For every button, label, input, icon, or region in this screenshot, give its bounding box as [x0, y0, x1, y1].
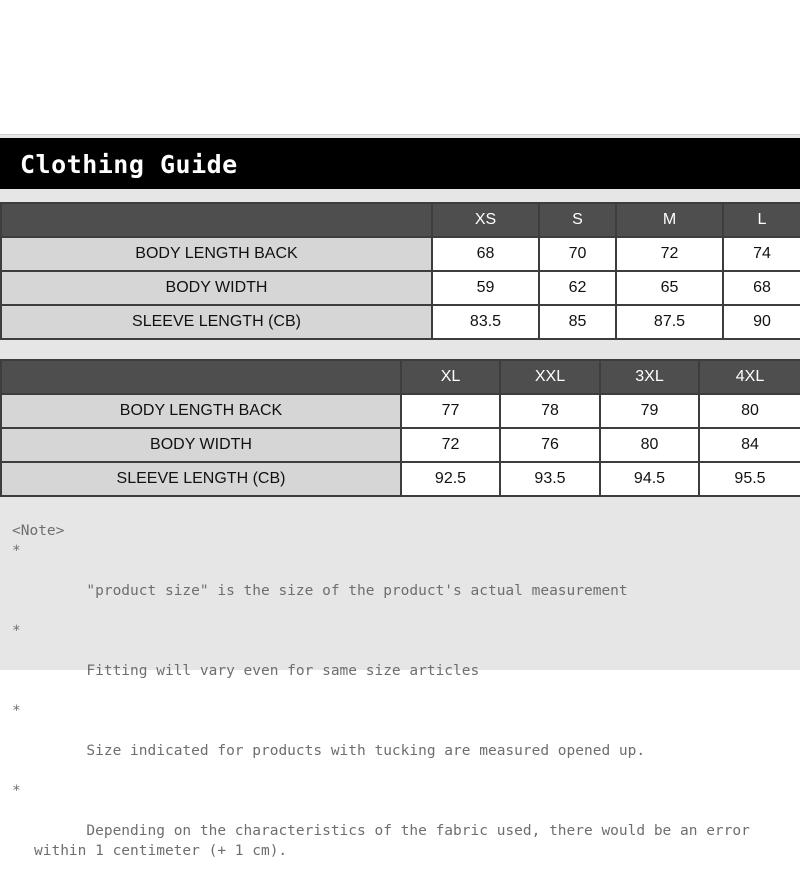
measurement-cell: 87.5 — [616, 305, 723, 339]
size-header: 3XL — [600, 360, 699, 394]
note-bullet: * — [12, 623, 21, 639]
measurement-cell: 83.5 — [432, 305, 539, 339]
note-text: Fitting will vary even for same size articles — [86, 663, 480, 679]
size-header: XS — [432, 203, 539, 237]
table-row — [1, 462, 800, 496]
size-header: L — [723, 203, 800, 237]
notes-heading: <Note> — [12, 523, 65, 539]
measurement-cell: 72 — [401, 428, 500, 462]
measurement-cell: 92.5 — [401, 462, 500, 496]
row-label: SLEEVE LENGTH (CB) — [1, 305, 432, 339]
measurement-cell: 95.5 — [699, 462, 800, 496]
note-item — [12, 541, 792, 621]
measurement-cell: 59 — [432, 271, 539, 305]
page-title: Clothing Guide — [20, 150, 238, 179]
measurement-cell: 77 — [401, 394, 500, 428]
size-header-row — [1, 360, 800, 394]
table-row — [1, 237, 800, 271]
measurement-cell: 70 — [539, 237, 616, 271]
note-item — [12, 701, 792, 781]
row-label: BODY WIDTH — [1, 271, 432, 305]
measurement-cell: 62 — [539, 271, 616, 305]
measurement-cell: 90 — [723, 305, 800, 339]
size-header-row — [1, 203, 800, 237]
table-row — [1, 271, 800, 305]
measurement-cell: 94.5 — [600, 462, 699, 496]
measurement-cell: 76 — [500, 428, 600, 462]
note-text: Size indicated for products with tucking are measured opened up. — [86, 743, 646, 759]
note-text: Depending on the characteristics of the fabric used, there would be an error within 1 centimeter (+ 1 cm). — [34, 823, 759, 859]
row-label: BODY WIDTH — [1, 428, 401, 462]
measurement-cell: 68 — [723, 271, 800, 305]
header-blank-cell — [1, 360, 401, 394]
row-label: BODY LENGTH BACK — [1, 237, 432, 271]
measurement-cell: 84 — [699, 428, 800, 462]
table-row — [1, 394, 800, 428]
measurement-cell: 72 — [616, 237, 723, 271]
size-table-1 — [0, 202, 800, 340]
measurement-cell: 80 — [600, 428, 699, 462]
measurement-cell: 68 — [432, 237, 539, 271]
note-item — [12, 781, 792, 881]
size-header: 4XL — [699, 360, 800, 394]
measurement-cell: 93.5 — [500, 462, 600, 496]
note-bullet: * — [12, 543, 21, 559]
note-text: "product size" is the size of the product's actual measurement — [86, 583, 628, 599]
measurement-cell: 79 — [600, 394, 699, 428]
row-label: BODY LENGTH BACK — [1, 394, 401, 428]
table-row — [1, 428, 800, 462]
table-row — [1, 305, 800, 339]
size-header: M — [616, 203, 723, 237]
measurement-cell: 74 — [723, 237, 800, 271]
note-bullet: * — [12, 783, 21, 799]
size-table-2 — [0, 359, 800, 497]
measurement-cell: 80 — [699, 394, 800, 428]
measurement-cell: 85 — [539, 305, 616, 339]
note-bullet: * — [12, 703, 21, 719]
clothing-guide-panel — [0, 134, 800, 859]
measurement-cell: 78 — [500, 394, 600, 428]
notes-section — [12, 521, 792, 881]
title-bar — [0, 138, 800, 189]
size-header: S — [539, 203, 616, 237]
measurement-cell: 65 — [616, 271, 723, 305]
note-item — [12, 621, 792, 701]
size-header: XL — [401, 360, 500, 394]
row-label: SLEEVE LENGTH (CB) — [1, 462, 401, 496]
size-header: XXL — [500, 360, 600, 394]
header-blank-cell — [1, 203, 432, 237]
